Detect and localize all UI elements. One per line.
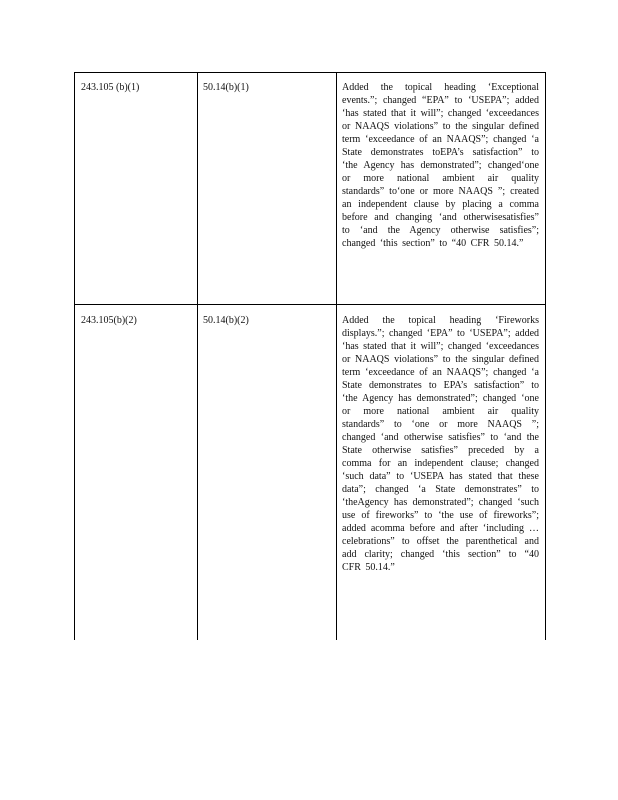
description-cell: Added the topical heading ‘Fireworks displays.”; changed ‘EPA” to ‘USEPA”; added ‘has stated that it will”; changed ‘exceedances or NAAQS violations” to the singular defined term ‘exceedance of an NAAQS”; changed ‘a State demonstrates to EPA’s satisfaction” to ‘the Agency has demonstrated”; changed ‘one or more national ambient air quality standards” to ‘one or more NAAQS ”; changed ‘and otherwise satisfies” to ‘and the State otherwise satisfies” preceded by a comma for an independent clause; changed ‘such data” to ‘USEPA has stated that these data”; changed ‘a State demonstrates” to ‘theAgency has demonstrated”; changed ‘such use of fireworks” to ‘the use of fireworks”; added acomma before and after ‘including … celebrations” to offset the parenthetical and add clarity; changed ‘this section” to “40 CFR 50.14.” — [342, 315, 540, 573]
row-divider-1 — [75, 304, 545, 305]
amendments-table — [74, 72, 546, 640]
description-cell: Added the topical heading ‘Exceptional events.”; changed “EPA” to ‘USEPA”; added ‘has stated that it will”; changed ‘exceedances or NAAQS violations” to the singular defined term ‘exceedance of an NAAQS”; changed ‘a State demonstrates toEPA’s satisfaction” to ‘the Agency has demonstrated”; changed‘one or more national ambient air quality standards” to‘one or more NAAQS ”; created an independent clause by placing a comma before and changing ‘and otherwisesatisfies” to ‘and the Agency otherwise satisfies”; changed ‘this section” to “40 CFR 50.14.” — [342, 82, 539, 249]
section-cell: 243.105(b)(2) — [81, 315, 137, 326]
column-divider-1 — [197, 73, 198, 640]
cfr-cell: 50.14(b)(2) — [203, 315, 249, 326]
section-cell: 243.105 (b)(1) — [81, 82, 140, 93]
column-divider-2 — [336, 73, 337, 640]
cfr-cell: 50.14(b)(1) — [203, 82, 249, 93]
